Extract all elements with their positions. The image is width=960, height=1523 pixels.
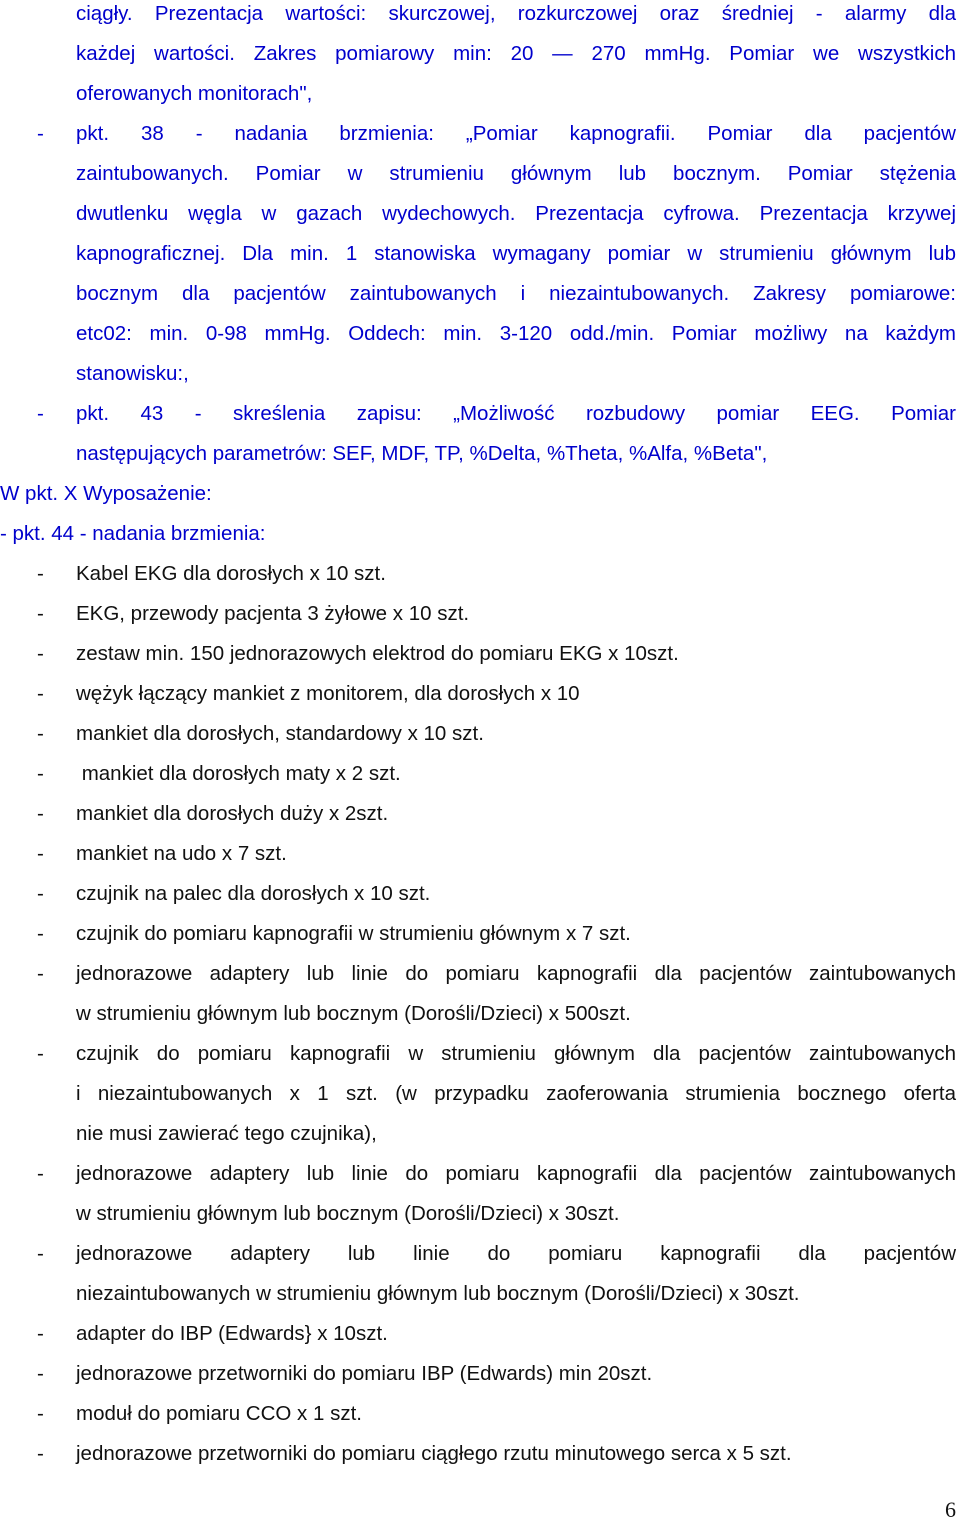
text-line: dwutlenku węgla w gazach wydechowych. Prezentacja cyfrowa. Prezentacja krzywej [76,202,956,225]
dash: - [37,682,44,705]
section-heading: W pkt. X Wyposażenie: [0,482,212,505]
text-line: etc02: min. 0-98 mmHg. Oddech: min. 3-120 odd./min. Pomiar możliwy na każdym [76,322,956,345]
dash: - [37,1362,44,1385]
dash: - [37,402,44,425]
list-item: mankiet dla dorosłych maty x 2 szt. [76,762,401,785]
section-heading: - pkt. 44 - nadania brzmienia: [0,522,266,545]
dash: - [37,562,44,585]
dash: - [37,762,44,785]
list-item: mankiet dla dorosłych duży x 2szt. [76,802,389,825]
list-item: jednorazowe adaptery lub linie do pomiaru kapnografii dla pacjentów [76,1242,956,1265]
dash: - [37,1162,44,1185]
text-line: oferowanych monitorach", [76,82,313,105]
list-item: moduł do pomiaru CCO x 1 szt. [76,1402,362,1425]
dash: - [37,962,44,985]
dash: - [37,882,44,905]
dash: - [37,122,44,145]
list-item: czujnik do pomiaru kapnografii w strumieniu głównym dla pacjentów zaintubowanych [76,1042,956,1065]
dash: - [37,1442,44,1465]
list-item: mankiet na udo x 7 szt. [76,842,287,865]
list-item: czujnik do pomiaru kapnografii w strumieniu głównym x 7 szt. [76,922,631,945]
list-item: jednorazowe adaptery lub linie do pomiaru kapnografii dla pacjentów zaintubowanych [76,962,956,985]
dash: - [37,1042,44,1065]
list-item: adapter do IBP (Edwards} x 10szt. [76,1322,388,1345]
dash: - [37,1402,44,1425]
list-item: jednorazowe adaptery lub linie do pomiaru kapnografii dla pacjentów zaintubowanych [76,1162,956,1185]
list-item: jednorazowe przetworniki do pomiaru IBP (Edwards) min 20szt. [76,1362,653,1385]
text-line: bocznym dla pacjentów zaintubowanych i niezaintubowanych. Zakresy pomiarowe: [76,282,956,305]
text-line: pkt. 43 - skreślenia zapisu: „Możliwość rozbudowy pomiar EEG. Pomiar [76,402,956,425]
list-item: mankiet dla dorosłych, standardowy x 10 szt. [76,722,484,745]
list-item: jednorazowe przetworniki do pomiaru ciągłego rzutu minutowego serca x 5 szt. [76,1442,792,1465]
list-item-continuation: i niezaintubowanych x 1 szt. (w przypadku zaoferowania strumienia bocznego oferta [76,1082,956,1105]
dash: - [37,642,44,665]
list-item-continuation: w strumieniu głównym lub bocznym (Dorośli/Dzieci) x 30szt. [76,1202,620,1225]
text-line: każdej wartości. Zakres pomiarowy min: 20 — 270 mmHg. Pomiar we wszystkich [76,42,956,65]
dash: - [37,1322,44,1345]
list-item-continuation: w strumieniu głównym lub bocznym (Dorośli/Dzieci) x 500szt. [76,1002,631,1025]
text-line: następujących parametrów: SEF, MDF, TP, %Delta, %Theta, %Alfa, %Beta", [76,442,768,465]
list-item-continuation: nie musi zawierać tego czujnika), [76,1122,377,1145]
list-item: czujnik na palec dla dorosłych x 10 szt. [76,882,431,905]
text-line: zaintubowanych. Pomiar w strumieniu głównym lub bocznym. Pomiar stężenia [76,162,956,185]
text-line: ciągły. Prezentacja wartości: skurczowej, rozkurczowej oraz średniej - alarmy dla [76,2,956,25]
page-number: 6 [945,1497,956,1522]
list-item: EKG, przewody pacjenta 3 żyłowe x 10 szt. [76,602,470,625]
dash: - [37,802,44,825]
text-line: pkt. 38 - nadania brzmienia: „Pomiar kapnografii. Pomiar dla pacjentów [76,122,956,145]
list-item: wężyk łączący mankiet z monitorem, dla dorosłych x 10 [76,682,580,705]
text-line: kapnograficznej. Dla min. 1 stanowiska wymagany pomiar w strumieniu głównym lub [76,242,956,265]
list-item: Kabel EKG dla dorosłych x 10 szt. [76,562,386,585]
dash: - [37,922,44,945]
list-item-continuation: niezaintubowanych w strumieniu głównym lub bocznym (Dorośli/Dzieci) x 30szt. [76,1282,800,1305]
dash: - [37,1242,44,1265]
list-item: zestaw min. 150 jednorazowych elektrod do pomiaru EKG x 10szt. [76,642,679,665]
dash: - [37,842,44,865]
dash: - [37,722,44,745]
dash: - [37,602,44,625]
text-line: stanowisku:, [76,362,189,385]
